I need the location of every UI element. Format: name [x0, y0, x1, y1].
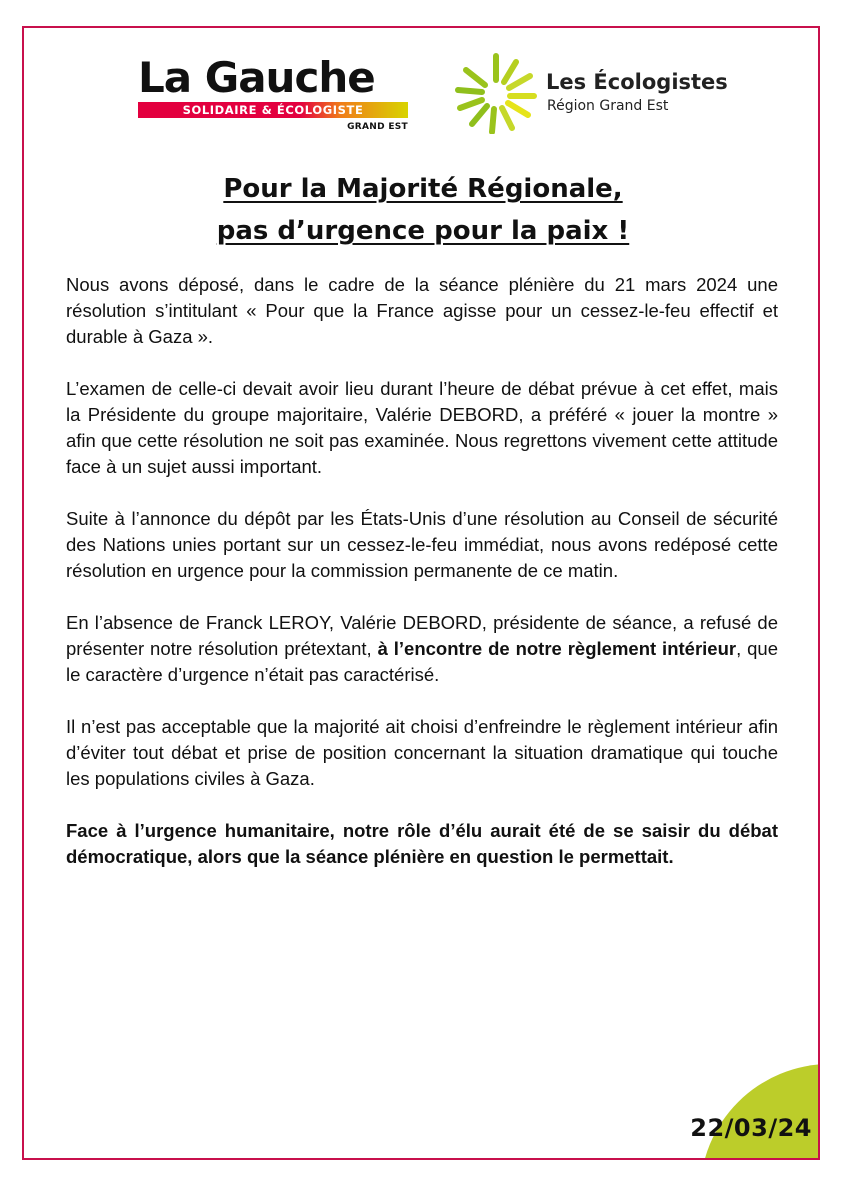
press-release-body	[66, 272, 778, 896]
paragraph-3: Suite à l’annonce du dépôt par les États-Unis d’une résolution au Conseil de sécurité des Nations unies portant sur un cessez-le-feu immédiat, nous avons redéposé cette résolution en urgence pour la commission permanente de ce matin.	[66, 508, 778, 581]
page-title	[64, 168, 782, 252]
la-gauche-logo-bar	[138, 102, 408, 118]
publication-date: 22/03/24	[690, 1114, 812, 1142]
la-gauche-logo-subtitle: SOLIDAIRE & ÉCOLOGISTE	[182, 103, 364, 117]
ecologistes-logo-region: Région Grand Est	[547, 98, 669, 114]
title-line-1: Pour la Majorité Régionale,	[223, 174, 623, 204]
la-gauche-logo	[138, 53, 408, 132]
paragraph-6	[66, 818, 778, 870]
paragraph-4-emphasis: à l’encontre de notre règlement intérieur	[377, 638, 737, 659]
corner-accent-shape	[700, 1064, 820, 1160]
paragraph-4-text-c: , que le caractère d’urgence n’était pas caractérisé.	[66, 638, 778, 685]
la-gauche-logo-region: GRAND EST	[347, 122, 408, 132]
la-gauche-logo-title: La Gauche	[138, 53, 375, 102]
paragraph-4	[66, 610, 778, 688]
page-frame	[22, 26, 820, 1160]
paragraph-4-text-a: En l’absence de Franck LEROY, Valérie DEBORD, présidente de séance, a refusé de présenter notre résolution prétextant,	[66, 612, 778, 659]
ecologistes-logo	[454, 50, 774, 134]
paragraph-5: Il n’est pas acceptable que la majorité ait choisi d’enfreindre le règlement intérieur afin d’éviter tout débat et prise de position concernant la situation dramatique qui touche les populations civiles à Gaza.	[66, 716, 778, 789]
sunburst-icon	[454, 50, 538, 134]
title-line-2: pas d’urgence pour la paix !	[216, 216, 630, 246]
paragraph-2: L’examen de celle-ci devait avoir lieu durant l’heure de débat prévue à cet effet, mais la Présidente du groupe majoritaire, Valérie DEBORD, a préféré « jouer la montre » afin que cette résolution ne soit pas examinée. Nous regrettons vivement cette attitude face à un sujet aussi important.	[66, 378, 778, 477]
paragraph-6-bold: Face à l’urgence humanitaire, notre rôle d’élu aurait été de se saisir du débat démocratique, alors que la séance plénière en question le permettait.	[66, 820, 778, 867]
paragraph-1: Nous avons déposé, dans le cadre de la séance plénière du 21 mars 2024 une résolution s’intitulant « Pour que la France agisse pour un cessez-le-feu effectif et durable à Gaza ».	[66, 274, 778, 347]
ecologistes-logo-name: Les Écologistes	[546, 70, 728, 94]
